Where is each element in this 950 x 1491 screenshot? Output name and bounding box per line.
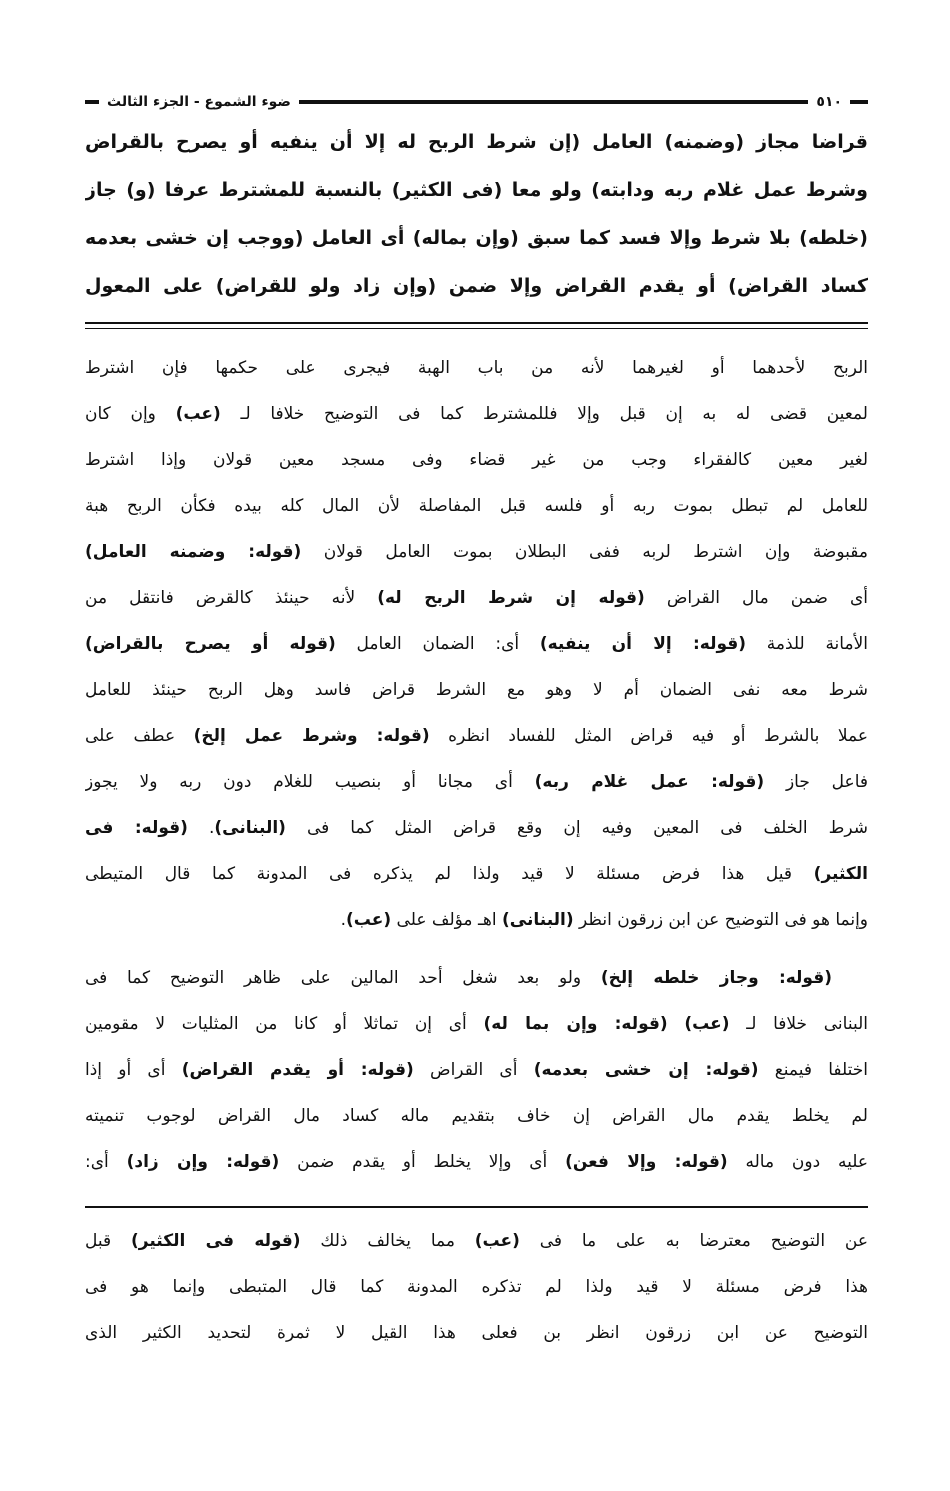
book-title: ضوء الشموع - الجزء الثالث bbox=[107, 94, 291, 110]
text-span: هذا فرض مسئلة لا قيد ولذا لم تذكره المدونة كما قال المتبطى وإنما هو فى bbox=[85, 1277, 868, 1297]
text-span: اختلفا فيمنع bbox=[758, 1060, 868, 1080]
text-span: وإن كان bbox=[85, 404, 176, 424]
text-span: لمعين قضى له به إن قبل وإلا فللمشترط كما فى التوضيح خلافا لـ bbox=[220, 404, 868, 424]
quoted-lemma: (قوله فى الكثير) bbox=[130, 1231, 301, 1251]
text-span: أى: الضمان العامل bbox=[335, 634, 540, 654]
text-span: عليه دون ماله bbox=[727, 1152, 868, 1172]
quoted-lemma: (قوله: إن خشى بعدمه) bbox=[533, 1060, 759, 1080]
text-span: مقبوضة وإن اشترط لربه ففى البطلان بموت العامل قولان bbox=[301, 542, 868, 562]
text-span: أى القراض bbox=[413, 1060, 534, 1080]
text-span: أى مجانا أو بنصيب للغلام دون ربه ولا يجوز bbox=[85, 772, 535, 792]
text-line bbox=[85, 1310, 868, 1356]
quoted-lemma: (قوله: وإن زاد) bbox=[126, 1152, 280, 1172]
text-span: أى: bbox=[85, 1152, 127, 1172]
quoted-lemma: (البنانى) bbox=[214, 818, 286, 838]
text-span: أى إن تماثلا أو كانا من المثليات لا مقومين bbox=[85, 1014, 484, 1034]
quoted-lemma: الكثير) bbox=[813, 864, 868, 884]
text-span: أى ضمن مال القراض bbox=[644, 588, 868, 608]
text-line bbox=[85, 1264, 868, 1310]
commentary-block bbox=[85, 345, 868, 943]
quoted-lemma: (عب) bbox=[684, 1014, 730, 1034]
text-line bbox=[85, 759, 868, 805]
text-span: البنانى خلافا لـ bbox=[729, 1014, 868, 1034]
quoted-lemma: (قوله إن شرط الربح له) bbox=[377, 588, 645, 608]
commentary-paragraph-2 bbox=[85, 955, 868, 1185]
main-line: وشرط عمل غلام ربه ودابته) ولو معا (فى الكثير) بالنسبة للمشترط عرفا (و) جاز bbox=[85, 179, 868, 201]
text-span: مما يخالف ذلك bbox=[300, 1231, 475, 1251]
text-line bbox=[85, 483, 868, 529]
text-line bbox=[85, 851, 868, 897]
text-line bbox=[85, 575, 868, 621]
quoted-lemma: (عب) bbox=[345, 910, 392, 930]
text-line bbox=[85, 391, 868, 437]
text-span: أى وإلا يخلط أو يقدم ضمن bbox=[279, 1152, 566, 1172]
header-dash bbox=[850, 100, 868, 104]
header-rule bbox=[299, 100, 808, 104]
text-span: الربح لأحدهما أو لغيرهما لأنه من باب الهبة فيجرى على حكمها فإن اشترط bbox=[85, 358, 868, 378]
text-line bbox=[85, 955, 868, 1001]
quoted-lemma: (قوله: وشرط عمل إلخ) bbox=[193, 726, 430, 746]
quoted-lemma: (قوله: إلا أن ينفيه) bbox=[539, 634, 747, 654]
text-span: لأنه حينئذ كالقرض فانتقل من bbox=[85, 588, 378, 608]
text-line bbox=[85, 1047, 868, 1093]
text-span: عملا بالشرط أو فيه قراض المثل للفساد انظره bbox=[429, 726, 868, 746]
text-span: عن التوضيح معترضا به على ما فى bbox=[519, 1231, 868, 1251]
text-span: أى أو إذا bbox=[85, 1060, 182, 1080]
text-span: ولو بعد شغل أحد المالين على ظاهر التوضيح كما فى bbox=[85, 968, 601, 988]
text-span: لغير معين كالفقراء وجب من غير قضاء وفى مسجد معين قولان وإذا اشترط bbox=[85, 450, 868, 470]
text-line bbox=[85, 345, 868, 391]
text-span bbox=[668, 1014, 685, 1034]
quoted-lemma: (قوله: عمل غلام ربه) bbox=[534, 772, 765, 792]
quoted-lemma: (عب) bbox=[474, 1231, 520, 1251]
quoted-lemma: (قوله: فى bbox=[85, 818, 188, 838]
text-span: التوضيح عن ابن زرقون انظر بن فعلى هذا القيل لا ثمرة لتحديد الكثير الذى bbox=[85, 1323, 868, 1343]
quoted-lemma: (قوله: وإن بما له) bbox=[483, 1014, 668, 1034]
header-dash bbox=[85, 100, 99, 104]
text-span: . bbox=[187, 818, 215, 838]
text-line bbox=[85, 1139, 868, 1185]
text-span: فاعل جاز bbox=[764, 772, 868, 792]
text-span: شرط الخلف فى المعين وفيه إن وقع قراض المثل كما فى bbox=[285, 818, 868, 838]
quoted-lemma: (عب) bbox=[175, 404, 221, 424]
text-span: للعامل لم تبطل بموت ربه أو فلسه قبل المفاصلة لأن المال كله بيده فكأن الربح هبة bbox=[85, 496, 868, 516]
main-line: قراضا مجاز (وضمنه) العامل (إن شرط الربح له إلا أن ينفيه أو يصرح بالقراض bbox=[85, 131, 868, 153]
text-line bbox=[85, 1218, 868, 1264]
text-line bbox=[85, 667, 868, 713]
text-line bbox=[85, 897, 868, 943]
text-line bbox=[85, 1001, 868, 1047]
quoted-lemma: (قوله: وضمنه العامل) bbox=[85, 542, 302, 562]
text-line bbox=[85, 621, 868, 667]
quoted-lemma: (البنانى) bbox=[502, 910, 574, 930]
text-line bbox=[85, 437, 868, 483]
double-divider bbox=[85, 322, 868, 329]
footnote-divider bbox=[85, 1206, 868, 1208]
text-span: عطف على bbox=[85, 726, 194, 746]
running-header bbox=[85, 92, 868, 112]
text-span: شرط معه نفى الضمان أم لا وهو مع الشرط قراض فاسد وهل الربح حينئذ للعامل bbox=[85, 680, 868, 700]
text-span: الأمانة للذمة bbox=[746, 634, 868, 654]
quoted-lemma: (قوله: وجاز خلطه إلخ) bbox=[600, 968, 832, 988]
main-line: (خلطه) بلا شرط وإلا فسد كما سبق (وإن بماله) أى العامل (ووجب إن خشى بعدمه bbox=[85, 227, 868, 249]
text-line bbox=[85, 805, 868, 851]
text-line bbox=[85, 529, 868, 575]
main-text bbox=[85, 118, 868, 310]
main-line: كساد القراض) أو يقدم القراض وإلا ضمن (وإن زاد ولو للقراض) على المعول bbox=[85, 275, 868, 297]
quoted-lemma: (قوله: أو يقدم القراض) bbox=[181, 1060, 414, 1080]
text-span: . bbox=[340, 910, 346, 930]
text-line bbox=[85, 713, 868, 759]
quoted-lemma: (قوله: وإلا فعن) bbox=[565, 1152, 728, 1172]
footnote-block bbox=[85, 1218, 868, 1356]
text-line bbox=[85, 1093, 868, 1139]
text-span: قبل bbox=[85, 1231, 131, 1251]
quoted-lemma: (قوله أو يصرح بالقراض) bbox=[85, 634, 336, 654]
text-span: قيل هذا فرض مسئلة لا قيد ولذا لم يذكره فى المدونة كما قال المتيطى bbox=[85, 864, 814, 884]
text-span: وإنما هو فى التوضيح عن ابن زرقون انظر bbox=[573, 910, 868, 930]
text-span: لم يخلط يقدم مال القراض إن خاف بتقديم ماله كساد مال القراض لوجوب تنميته bbox=[85, 1106, 868, 1126]
page-number: ٥١٠ bbox=[816, 94, 842, 110]
text-span: اهـ مؤلف على bbox=[391, 910, 503, 930]
